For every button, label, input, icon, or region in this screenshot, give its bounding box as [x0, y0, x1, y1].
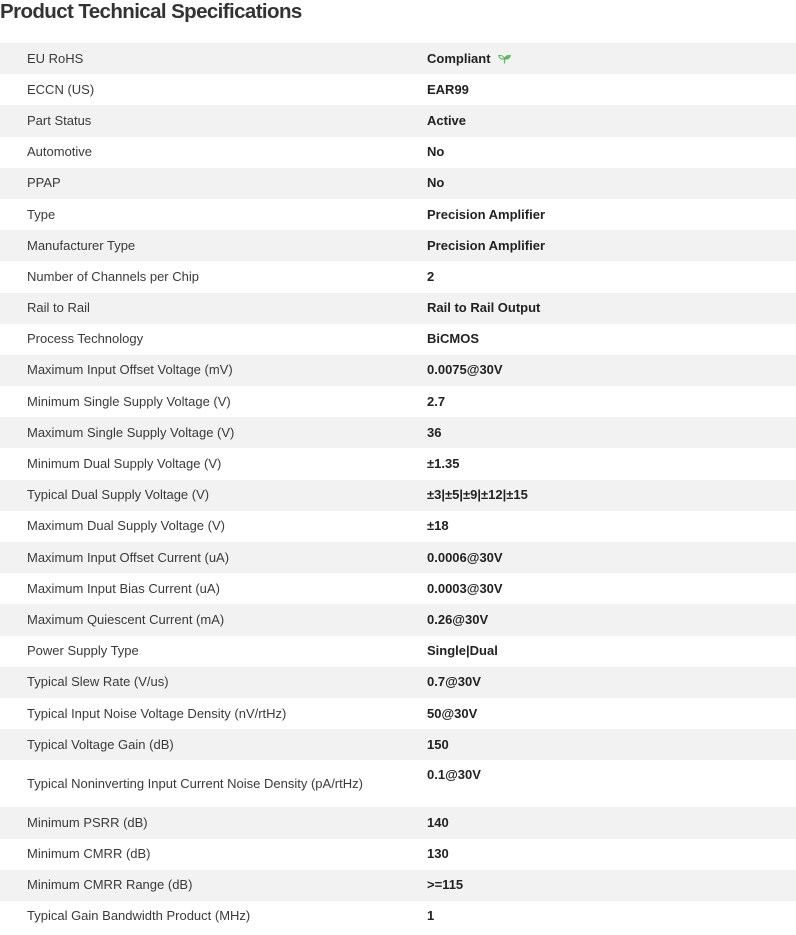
spec-value: ±1.35 [427, 448, 796, 479]
spec-value: Single|Dual [427, 636, 796, 667]
spec-value: Active [427, 105, 796, 136]
spec-value: 140 [427, 807, 796, 838]
spec-label: Typical Voltage Gain (dB) [0, 729, 427, 760]
leaf-icon [498, 53, 511, 64]
spec-value: ±18 [427, 511, 796, 542]
spec-label: Minimum Dual Supply Voltage (V) [0, 448, 427, 479]
spec-label: Type [0, 199, 427, 230]
spec-value: 1 [427, 901, 796, 932]
spec-value: No [427, 137, 796, 168]
spec-value: 0.26@30V [427, 604, 796, 635]
spec-label: Automotive [0, 137, 427, 168]
table-row [0, 168, 796, 199]
spec-label: Maximum Dual Supply Voltage (V) [0, 511, 427, 542]
spec-label: EU RoHS [0, 43, 427, 74]
spec-label: Minimum PSRR (dB) [0, 807, 427, 838]
table-row [0, 542, 796, 573]
spec-label: Rail to Rail [0, 293, 427, 324]
table-row [0, 698, 796, 729]
spec-label: Maximum Quiescent Current (mA) [0, 604, 427, 635]
spec-value: Precision Amplifier [427, 199, 796, 230]
spec-value-text: Compliant [427, 50, 491, 66]
spec-value: 0.0003@30V [427, 573, 796, 604]
spec-label: PPAP [0, 168, 427, 199]
table-row [0, 604, 796, 635]
spec-value: 130 [427, 839, 796, 870]
spec-value: ±3|±5|±9|±12|±15 [427, 480, 796, 511]
spec-value: No [427, 168, 796, 199]
spec-label: Typical Noninverting Input Current Noise Density (pA/rtHz) [0, 760, 427, 807]
table-row [0, 261, 796, 292]
spec-value: 2.7 [427, 386, 796, 417]
table-row [0, 293, 796, 324]
spec-label: Minimum Single Supply Voltage (V) [0, 386, 427, 417]
spec-label: Maximum Input Offset Voltage (mV) [0, 355, 427, 386]
table-row [0, 667, 796, 698]
spec-value: 2 [427, 261, 796, 292]
spec-label: Typical Slew Rate (V/us) [0, 667, 427, 698]
spec-value: 0.0075@30V [427, 355, 796, 386]
table-row [0, 807, 796, 838]
table-row [0, 199, 796, 230]
spec-table [0, 43, 796, 932]
page-title: Product Technical Specifications [0, 0, 302, 23]
spec-value: Precision Amplifier [427, 230, 796, 261]
table-row [0, 105, 796, 136]
table-row [0, 573, 796, 604]
spec-value: EAR99 [427, 74, 796, 105]
spec-value: 0.7@30V [427, 667, 796, 698]
table-row [0, 355, 796, 386]
table-row [0, 386, 796, 417]
spec-value: Rail to Rail Output [427, 293, 796, 324]
spec-label: ECCN (US) [0, 74, 427, 105]
spec-value: 0.1@30V [427, 760, 796, 807]
table-row [0, 511, 796, 542]
spec-label: Typical Dual Supply Voltage (V) [0, 480, 427, 511]
table-row [0, 839, 796, 870]
spec-label: Minimum CMRR Range (dB) [0, 870, 427, 901]
spec-label: Manufacturer Type [0, 230, 427, 261]
spec-label: Typical Input Noise Voltage Density (nV/rtHz) [0, 698, 427, 729]
spec-value: 50@30V [427, 698, 796, 729]
table-row [0, 480, 796, 511]
spec-value [427, 43, 796, 74]
spec-label: Power Supply Type [0, 636, 427, 667]
table-row [0, 729, 796, 760]
spec-label: Maximum Input Bias Current (uA) [0, 573, 427, 604]
table-row [0, 43, 796, 74]
spec-value: BiCMOS [427, 324, 796, 355]
spec-label: Typical Gain Bandwidth Product (MHz) [0, 901, 427, 932]
spec-label: Part Status [0, 105, 427, 136]
table-row [0, 636, 796, 667]
table-row [0, 74, 796, 105]
spec-label: Process Technology [0, 324, 427, 355]
spec-value: 150 [427, 729, 796, 760]
spec-label: Maximum Single Supply Voltage (V) [0, 417, 427, 448]
table-row [0, 417, 796, 448]
table-row [0, 324, 796, 355]
spec-value: 0.0006@30V [427, 542, 796, 573]
table-row [0, 448, 796, 479]
spec-value: >=115 [427, 870, 796, 901]
spec-label: Maximum Input Offset Current (uA) [0, 542, 427, 573]
spec-label: Number of Channels per Chip [0, 261, 427, 292]
spec-value: 36 [427, 417, 796, 448]
table-row [0, 137, 796, 168]
spec-label: Minimum CMRR (dB) [0, 839, 427, 870]
table-row [0, 870, 796, 901]
table-row [0, 901, 796, 932]
table-row [0, 230, 796, 261]
table-row [0, 760, 796, 807]
